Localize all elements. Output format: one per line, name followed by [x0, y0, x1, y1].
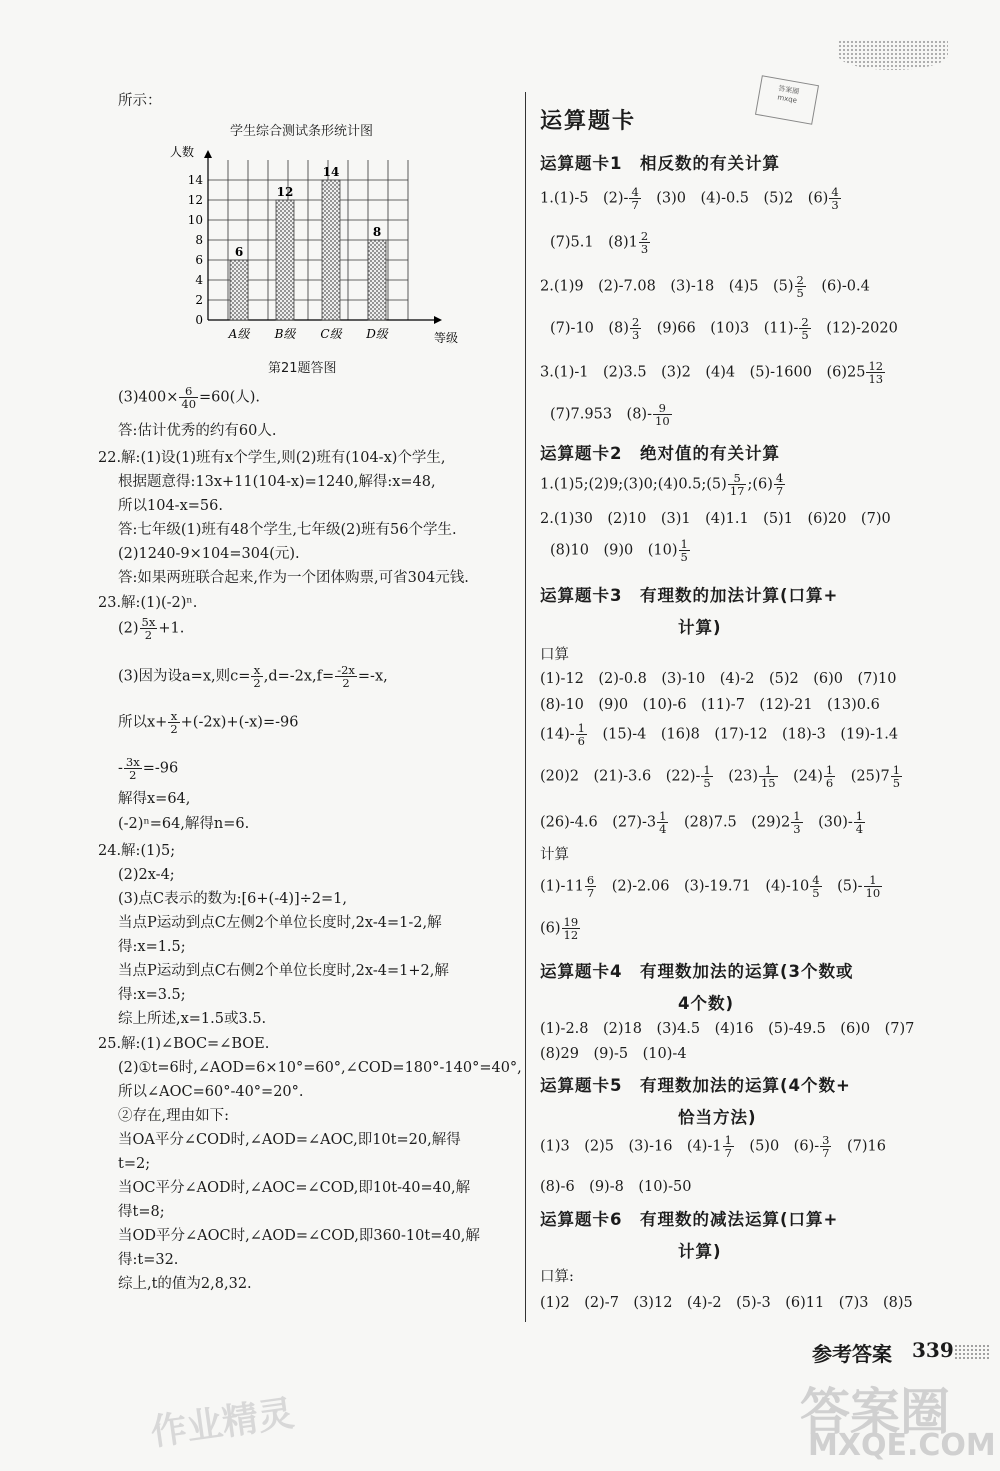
card3-line: (6) $\frac{19}{12}$ — [540, 915, 579, 942]
card2-line: (8)10 (9)0 (10) $\frac{1}{5}$ — [550, 537, 688, 564]
card1-heading: 运算题卡1 相反数的有关计算 — [540, 154, 780, 173]
section-title: 运算题卡 — [540, 109, 637, 134]
q21-part3: (3)400× $\frac{6}{40}$ =60(人). — [118, 384, 261, 411]
q23-line: (2) $\frac{5x}{2}$ +1. — [118, 615, 185, 642]
card5-heading: 运算题卡5 有理数加法的运算(4个数+ — [540, 1076, 851, 1095]
y-axis-label: 人数 — [170, 145, 195, 159]
card3-heading-cont: 计算) — [678, 618, 722, 637]
q24-line: (3)点C表示的数为:[6+(-4)]÷2=1, — [118, 891, 348, 907]
card3-line: (8)-10 (9)0 (10)-6 (11)-7 (12)-21 (13)0.6 — [540, 697, 880, 713]
card2-line: 2.(1)30 (2)10 (3)1 (4)1.1 (5)1 (6)20 (7)0 — [540, 511, 891, 527]
q25-line: t=2; — [118, 1156, 151, 1172]
chart-caption: 第21题答图 — [268, 361, 337, 376]
card5-line: (1)3 (2)5 (3)-16 (4)-1 $\frac{1}{7}$ (5)0 (6)- $\frac{3}{7}$ (7)16 — [540, 1133, 886, 1160]
bar — [368, 240, 386, 320]
decorative-dot-pattern — [838, 40, 948, 70]
bar-value-label: 12 — [276, 185, 294, 199]
y-tick-label: 14 — [187, 173, 203, 187]
q23-line: (3)因为设a=x,则c= $\frac{x}{2}$ ,d=-2x,f= $\frac{-2x}{2}$ =-x, — [118, 663, 388, 690]
category-label: D级 — [366, 327, 388, 341]
q24-line: 24.解:(1)5; — [98, 843, 176, 859]
q25-line: ②存在,理由如下: — [118, 1108, 229, 1124]
footer-dot-pattern — [954, 1344, 990, 1360]
bar — [230, 260, 248, 320]
bar-chart — [168, 142, 498, 352]
q23-line: 解得x=64, — [118, 791, 191, 807]
y-tick-label: 10 — [187, 213, 203, 227]
card1-line: 2.(1)9 (2)-7.08 (3)-18 (4)5 (5) $\frac{2}{5}$ (6)-0.4 — [540, 273, 870, 300]
card6-line: (1)2 (2)-7 (3)12 (4)-2 (5)-3 (6)11 (7)3 (8)5 — [540, 1295, 913, 1311]
chart-title: 学生综合测试条形统计图 — [230, 124, 374, 139]
q24-line: 当点P运动到点C左侧2个单位长度时,2x-4=1-2,解 — [118, 915, 442, 931]
q25-line: (2)①t=6时,∠AOD=6×10°=60°,∠COD=180°-140°=40°, — [118, 1060, 522, 1076]
q22-line: 答:如果两班联合起来,作为一个团体购票,可省304元钱. — [118, 570, 469, 586]
card4-heading-cont: 4个数) — [678, 994, 735, 1013]
y-tick-label: 6 — [195, 253, 203, 267]
q24-line: (2)2x-4; — [118, 867, 175, 883]
bar — [276, 200, 294, 320]
category-label: C级 — [320, 327, 342, 341]
q24-line: 得:x=3.5; — [118, 987, 186, 1003]
q22-line: 答:七年级(1)班有48个学生,七年级(2)班有56个学生. — [118, 522, 457, 538]
column-divider — [525, 92, 526, 1322]
y-tick-label: 0 — [195, 313, 203, 327]
card3-label: 计算 — [540, 847, 569, 863]
footer-label: 参考答案 — [812, 1342, 892, 1366]
y-tick-label: 12 — [187, 193, 203, 207]
q25-line: 当OA平分∠COD时,∠AOD=∠AOC,即10t=20,解得 — [118, 1132, 461, 1148]
x-axis-label: 等级 — [434, 331, 459, 345]
category-label: A级 — [228, 327, 250, 341]
card4-heading: 运算题卡4 有理数加法的运算(3个数或 — [540, 962, 854, 981]
q22-line: (2)1240-9×104=304(元). — [118, 546, 300, 562]
card3-label: 口算 — [540, 647, 569, 663]
q23-line: 所以x+ $\frac{x}{2}$ +(-2x)+(-x)=-96 — [118, 709, 299, 736]
q24-block — [98, 842, 449, 1028]
bar-value-label: 6 — [234, 245, 244, 259]
card2-line: 1.(1)5;(2)9;(3)0;(4)0.5;(5) $\frac{5}{17}$ ;(6) $\frac{4}{7}$ — [540, 471, 784, 498]
y-tick-label: 4 — [195, 273, 203, 287]
card6-label: 口算: — [540, 1269, 574, 1285]
card4-line: (1)-2.8 (2)18 (3)4.5 (4)16 (5)-49.5 (6)0 (7)7 — [540, 1021, 915, 1037]
q23-line: 23.解:(1)(-2)ⁿ. — [98, 595, 198, 611]
card1-line: 3.(1)-1 (2)3.5 (3)2 (4)4 (5)-1600 (6)25 $\frac{12}{13}$ — [540, 359, 884, 386]
card2-heading: 运算题卡2 绝对值的有关计算 — [540, 444, 780, 463]
card6-heading-cont: 计算) — [678, 1242, 722, 1261]
card6-heading: 运算题卡6 有理数的减法运算(口算+ — [540, 1210, 839, 1229]
y-axis-arrow — [204, 150, 212, 158]
q22-line: 根据题意得:13x+11(104-x)=1240,解得:x=48, — [118, 474, 436, 490]
q22-line: 22.解:(1)设(1)班有x个学生,则(2)班有(104-x)个学生, — [98, 450, 446, 466]
card4-line: (8)29 (9)-5 (10)-4 — [540, 1046, 687, 1062]
page-number: 339 — [912, 1338, 954, 1362]
q25-line: 得t=8; — [118, 1204, 165, 1220]
left-column — [98, 92, 522, 1292]
bar-value-label: 8 — [372, 225, 382, 239]
card5-heading-cont: 恰当方法) — [678, 1108, 757, 1127]
card3-line: (1)-11 $\frac{6}{7}$ (2)-2.06 (3)-19.71 (4)-10 $\frac{4}{5}$ (5)- $\frac{1}{10}$ — [540, 873, 881, 900]
x-axis-arrow — [434, 316, 442, 324]
bar-value-label: 14 — [322, 165, 340, 179]
category-label: B级 — [274, 327, 296, 341]
y-tick-label: 8 — [195, 233, 203, 247]
q24-line: 得:x=1.5; — [118, 939, 186, 955]
card5-line: (8)-6 (9)-8 (10)-50 — [540, 1179, 692, 1195]
q25-line: 25.解:(1)∠BOC=∠BOE. — [98, 1036, 270, 1052]
q21-answer: 答:估计优秀的约有60人. — [118, 423, 277, 439]
watermark-bottom-left: 作业精灵 — [148, 1393, 297, 1454]
card1-line: 1.(1)-5 (2)- $\frac{4}{7}$ (3)0 (4)-0.5 (5)2 (6) $\frac{4}{3}$ — [540, 185, 839, 212]
intro-text: 所示： — [118, 93, 162, 109]
q25-line: 所以∠AOC=60°-40°=20°. — [118, 1084, 304, 1100]
q25-line: 得:t=32. — [118, 1252, 179, 1268]
q25-block — [98, 1035, 522, 1293]
card3-line: (20)2 (21)-3.6 (22)- $\frac{1}{5}$ (23) $\frac{1}{15}$ (24) $\frac{1}{6}$ (25)7 $\frac{1}{5}$ — [540, 763, 901, 790]
card3-line: (14)- $\frac{1}{6}$ (15)-4 (16)8 (17)-12 (18)-3 (19)-1.4 — [540, 721, 899, 748]
q24-line: 当点P运动到点C右侧2个单位长度时,2x-4=1+2,解 — [118, 963, 449, 979]
q25-line: 综上,t的值为2,8,32. — [118, 1276, 252, 1292]
q23-line: (-2)ⁿ=64,解得n=6. — [118, 816, 250, 832]
card1-line: (7)5.1 (8)1 $\frac{2}{3}$ — [550, 229, 649, 256]
watermark-logo: 答案圈 — [800, 1383, 950, 1441]
q25-line: 当OC平分∠AOD时,∠AOC=∠COD,即10t-40=40,解 — [118, 1180, 471, 1196]
card3-line: (26)-4.6 (27)-3 $\frac{1}{4}$ (28)7.5 (29)2 $\frac{1}{3}$ (30)- $\frac{1}{4}$ — [540, 809, 864, 836]
card1-line: (7)7.953 (8)- $\frac{9}{10}$ — [550, 401, 670, 428]
q25-line: 当OD平分∠AOC时,∠AOD=∠COD,即360-10t=40,解 — [118, 1228, 480, 1244]
q22-block — [98, 449, 469, 587]
watermark-url: MXQE.COM — [808, 1428, 996, 1463]
q23-line: - $\frac{3x}{2}$ =-96 — [118, 755, 179, 782]
y-tick-label: 2 — [195, 293, 203, 307]
q22-line: 所以104-x=56. — [118, 498, 223, 514]
watermark-stamp: 答案圈 mxqe — [755, 75, 819, 124]
bar — [322, 180, 340, 320]
card3-heading: 运算题卡3 有理数的加法计算(口算+ — [540, 586, 839, 605]
card3-line: (1)-12 (2)-0.8 (3)-10 (4)-2 (5)2 (6)0 (7)10 — [540, 671, 897, 687]
q24-line: 综上所述,x=1.5或3.5. — [118, 1011, 267, 1027]
card1-line: (7)-10 (8) $\frac{2}{3}$ (9)66 (10)3 (11)- $\frac{2}{5}$ (12)-2020 — [550, 315, 898, 342]
